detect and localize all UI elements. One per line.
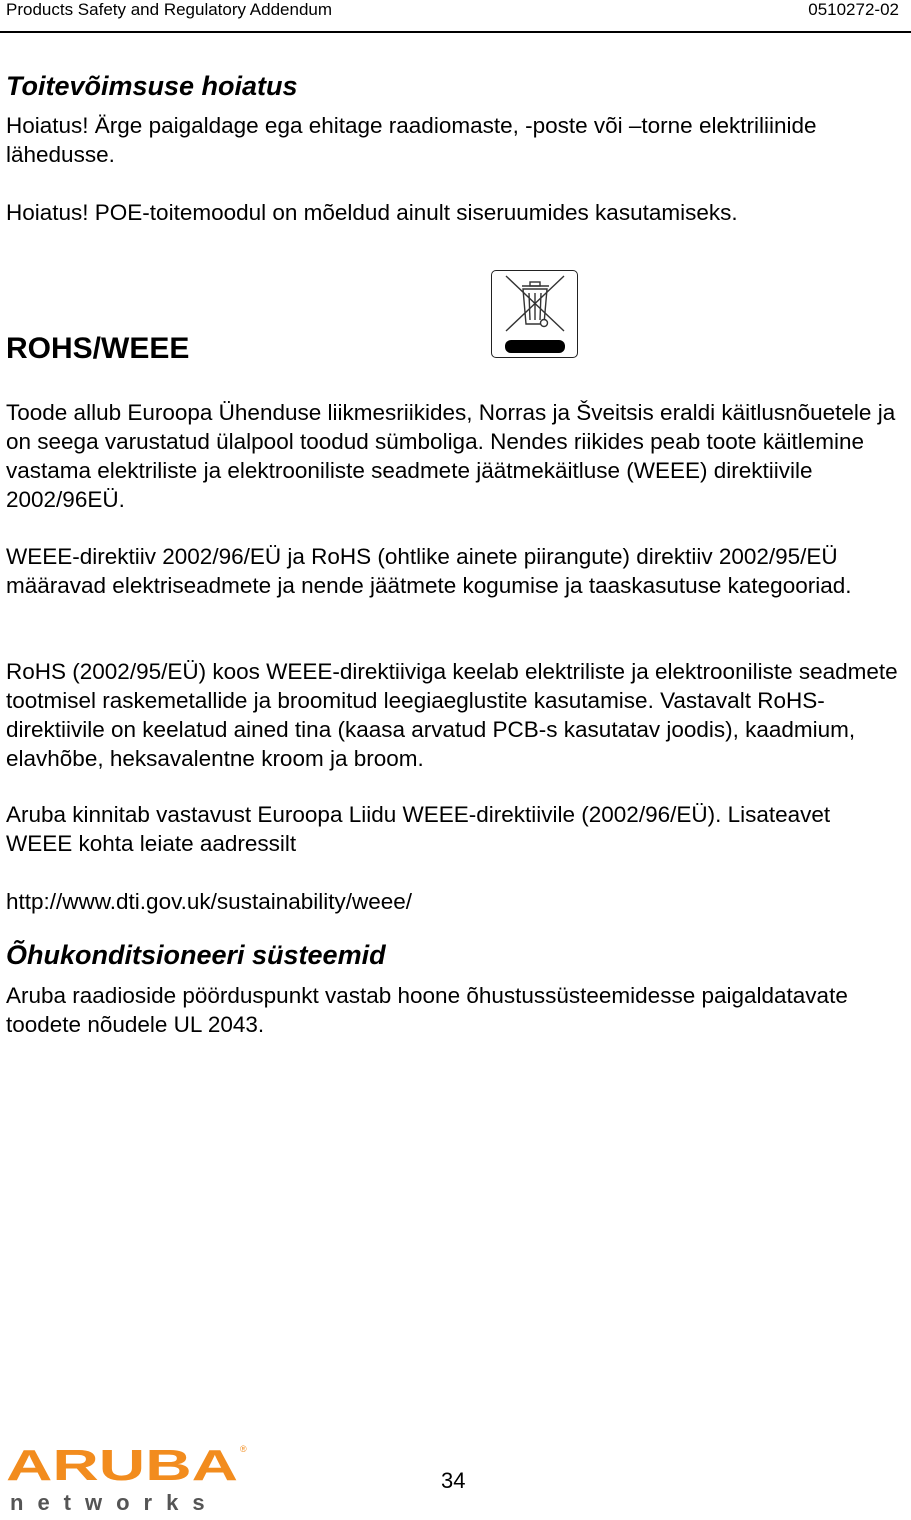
rohs-paragraph-2: WEEE-direktiiv 2002/96/EÜ ja RoHS (ohtlike ainete piirangute) direktiiv 2002/95/EÜ määravad elektriseadmete ja nende jäätmete kogumise ja taaskasutuse kategooriad. [6,544,852,598]
logo-registered-mark: ® [240,1444,247,1454]
heading-ac-systems: Õhukonditsioneeri süsteemid [6,940,386,970]
power-warning-paragraph-1: Hoiatus! Ärge paigaldage ega ehitage raadiomaste, -poste või –torne elektriliinide lähedusse. [6,113,817,167]
page-number: 34 [441,1468,466,1493]
rohs-paragraph-3: RoHS (2002/95/EÜ) koos WEEE-direktiiviga keelab elektriliste ja elektrooniliste seadmete tootmisel raskemetallide ja broomitud leegiaeglustite kasutamise. Vastavalt RoHS-direktiivile on keelatud ained tina (kaasa arvatud PCB-s kasutatav joodis), kaadmium, elavhõbe, heksavalentne kroom ja broom. [6,659,898,771]
rohs-paragraph-4: Aruba kinnitab vastavust Euroopa Liidu WEEE-direktiivile (2002/96/EÜ). Lisateavet WEEE kohta leiate aadressilt [6,802,831,856]
weee-crossed-bin-icon [491,270,578,358]
power-warning-paragraph-2: Hoiatus! POE-toitemoodul on mõeldud ainult siseruumides kasutamiseks. [6,200,738,225]
logo-brand-text: ARUBA [6,1441,238,1490]
weee-url: http://www.dti.gov.uk/sustainability/weee/ [6,889,413,914]
header-doc-number: 0510272-02 [808,0,899,19]
ac-systems-paragraph: Aruba raadioside pöörduspunkt vastab hoone õhustussüsteemidesse paigaldatavate toodete nõudele UL 2043. [6,983,848,1037]
page-header [0,0,911,33]
heading-power-warning: Toitevõimsuse hoiatus [6,71,298,101]
aruba-networks-logo [4,1440,250,1515]
heading-rohs-weee: ROHS/WEEE [6,332,190,365]
header-title: Products Safety and Regulatory Addendum [6,0,333,19]
rohs-paragraph-1: Toode allub Euroopa Ühenduse liikmesriikides, Norras ja Šveitsis eraldi käitlusnõuetele ja on seega varustatud ülalpool toodud sümboliga. Nendes riikides peab toote käitlemine vastama elektriliste ja elektrooniliste seadmete jäätmekäitluse (WEEE) direktiivile 2002/96EÜ. [6,400,896,512]
weee-symbol-graphic [492,271,576,356]
logo-sub-text: networks [10,1490,219,1515]
